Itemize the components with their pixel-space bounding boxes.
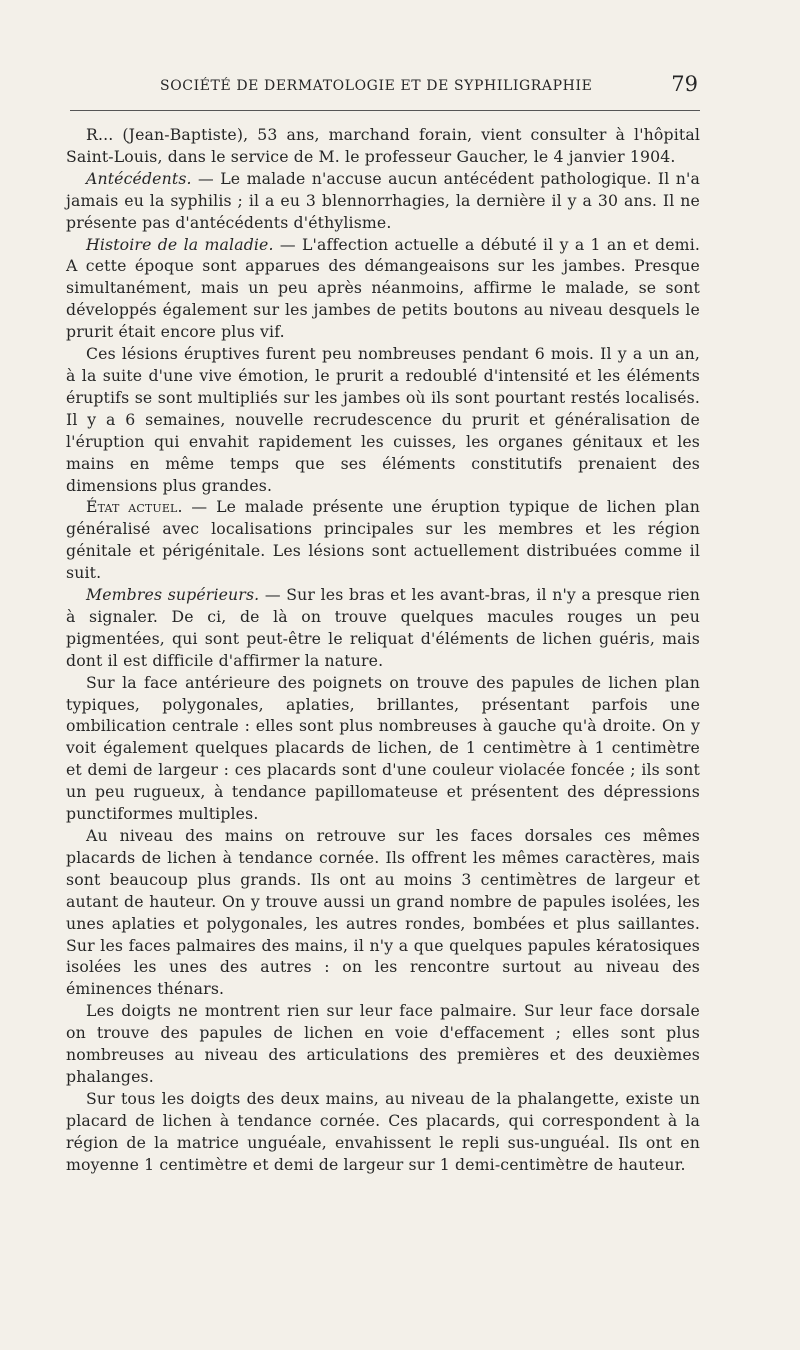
paragraph-text: Au niveau des mains on retrouve sur les faces dorsales ces mêmes placards de lichen à tendance cornée. Ils offrent les mêmes caractères, mais sont beaucoup plus grands. Ils ont au moins 3 centimètres de largeur et autant de hauteur. On y trouve aussi un grand nombre de papules isolées, les unes aplaties et polygonales, les autres rondes, bombées et plus saillantes. Sur les faces palmaires des mains, il n'y a que quelques papules kératosiques isolées les unes des autres : on les rencontre surtout au niveau des éminences thénars. — [66, 826, 700, 999]
paragraph-text: — Sur les bras et les avant-bras, il n'y a presque rien à signaler. De ci, de là on trouve quelques macules rouges un peu pigmentées, qui sont peut-être le reliquat d'éléments de lichen guéris, mais dont il est difficile d'affirmer la nature. — [66, 585, 700, 670]
body-text — [66, 124, 700, 1176]
paragraph-text: Ces lésions éruptives furent peu nombreuses pendant 6 mois. Il y a un an, à la suite d'une vive émotion, le prurit a redoublé d'intensité et les éléments éruptifs se sont multipliés sur les jambes où ils sont pourtant restés localisés. Il y a 6 semaines, nouvelle recrudescence du prurit et généralisation de l'éruption qui envahit rapidement les cuisses, les organes génitaux et les mains en même temps que ses éléments constitutifs prenaient des dimensions plus grandes. — [66, 344, 700, 495]
paragraph — [66, 124, 700, 168]
section-lead: Histoire de la maladie. — [86, 234, 274, 254]
section-lead: Membres supérieurs. — [86, 585, 260, 605]
paragraph — [66, 1000, 700, 1088]
paragraph — [66, 343, 700, 496]
paragraph-text: — Le malade n'accuse aucun antécédent pathologique. Il n'a jamais eu la syphilis ; il a eu 3 blennorrhagies, la dernière il y a 30 ans. Il ne présente pas d'antécédents d'éthylisme. — [66, 168, 700, 232]
paragraph-text: — Le malade présente une éruption typique de lichen plan généralisé avec localisations principales sur les membres et les région génitale et périgénitale. Les lésions sont actuellement distribuées comme il suit. — [66, 497, 700, 583]
header-rule — [70, 110, 700, 111]
paragraph-text: Sur tous les doigts des deux mains, au niveau de la phalangette, existe un placard de lichen à tendance cornée. Ces placards, qui correspondent à la région de la matrice unguéale, envahissent le repli sus-unguéal. Ils ont en moyenne 1 centimètre et demi de largeur sur 1 demi-centimètre de hauteur. — [66, 1088, 700, 1174]
paragraph — [66, 168, 700, 234]
page-header — [64, 72, 704, 102]
section-lead: Antécédents. — [86, 168, 192, 188]
paragraph — [66, 672, 700, 825]
section-lead: État actuel. — [86, 497, 183, 517]
running-title: SOCIÉTÉ DE DERMATOLOGIE ET DE SYPHILIGRAPHIE — [160, 78, 593, 94]
paragraph — [66, 1088, 700, 1176]
paragraph-text: Les doigts ne montrent rien sur leur face palmaire. Sur leur face dorsale on trouve des papules de lichen en voie d'effacement ; elles sont plus nombreuses au niveau des articulations des premières et des deuxièmes phalanges. — [66, 1001, 700, 1086]
paragraph — [66, 825, 700, 1000]
paragraph — [66, 234, 700, 344]
page-number: 79 — [671, 72, 698, 96]
paragraph — [66, 496, 700, 584]
paragraph-text: Sur la face antérieure des poignets on trouve des papules de lichen plan typiques, polygonales, aplaties, brillantes, présentant parfois une ombilication centrale : elles sont plus nombreuses à gauche qu'à droite. On y voit également quelques placards de lichen, de 1 centimètre à 1 centimètre et demi de largeur : ces placards sont d'une couleur violacée foncée ; ils sont un peu rugueux, à tendance papillomateuse et présentent des dépressions punctiformes multiples. — [66, 672, 700, 824]
paragraph — [66, 584, 700, 672]
paragraph-text: R... (Jean-Baptiste), 53 ans, marchand forain, vient consulter à l'hôpital Saint-Louis, dans le service de M. le professeur Gaucher, le 4 janvier 1904. — [66, 125, 700, 166]
paragraph-text: — L'affection actuelle a débuté il y a 1 an et demi. A cette époque sont apparues des démangeaisons sur les jambes. Presque simultanément, mais un peu après néanmoins, affirme le malade, se sont développés également sur les jambes de petits boutons au niveau desquels le prurit était encore plus vif. — [66, 234, 700, 342]
